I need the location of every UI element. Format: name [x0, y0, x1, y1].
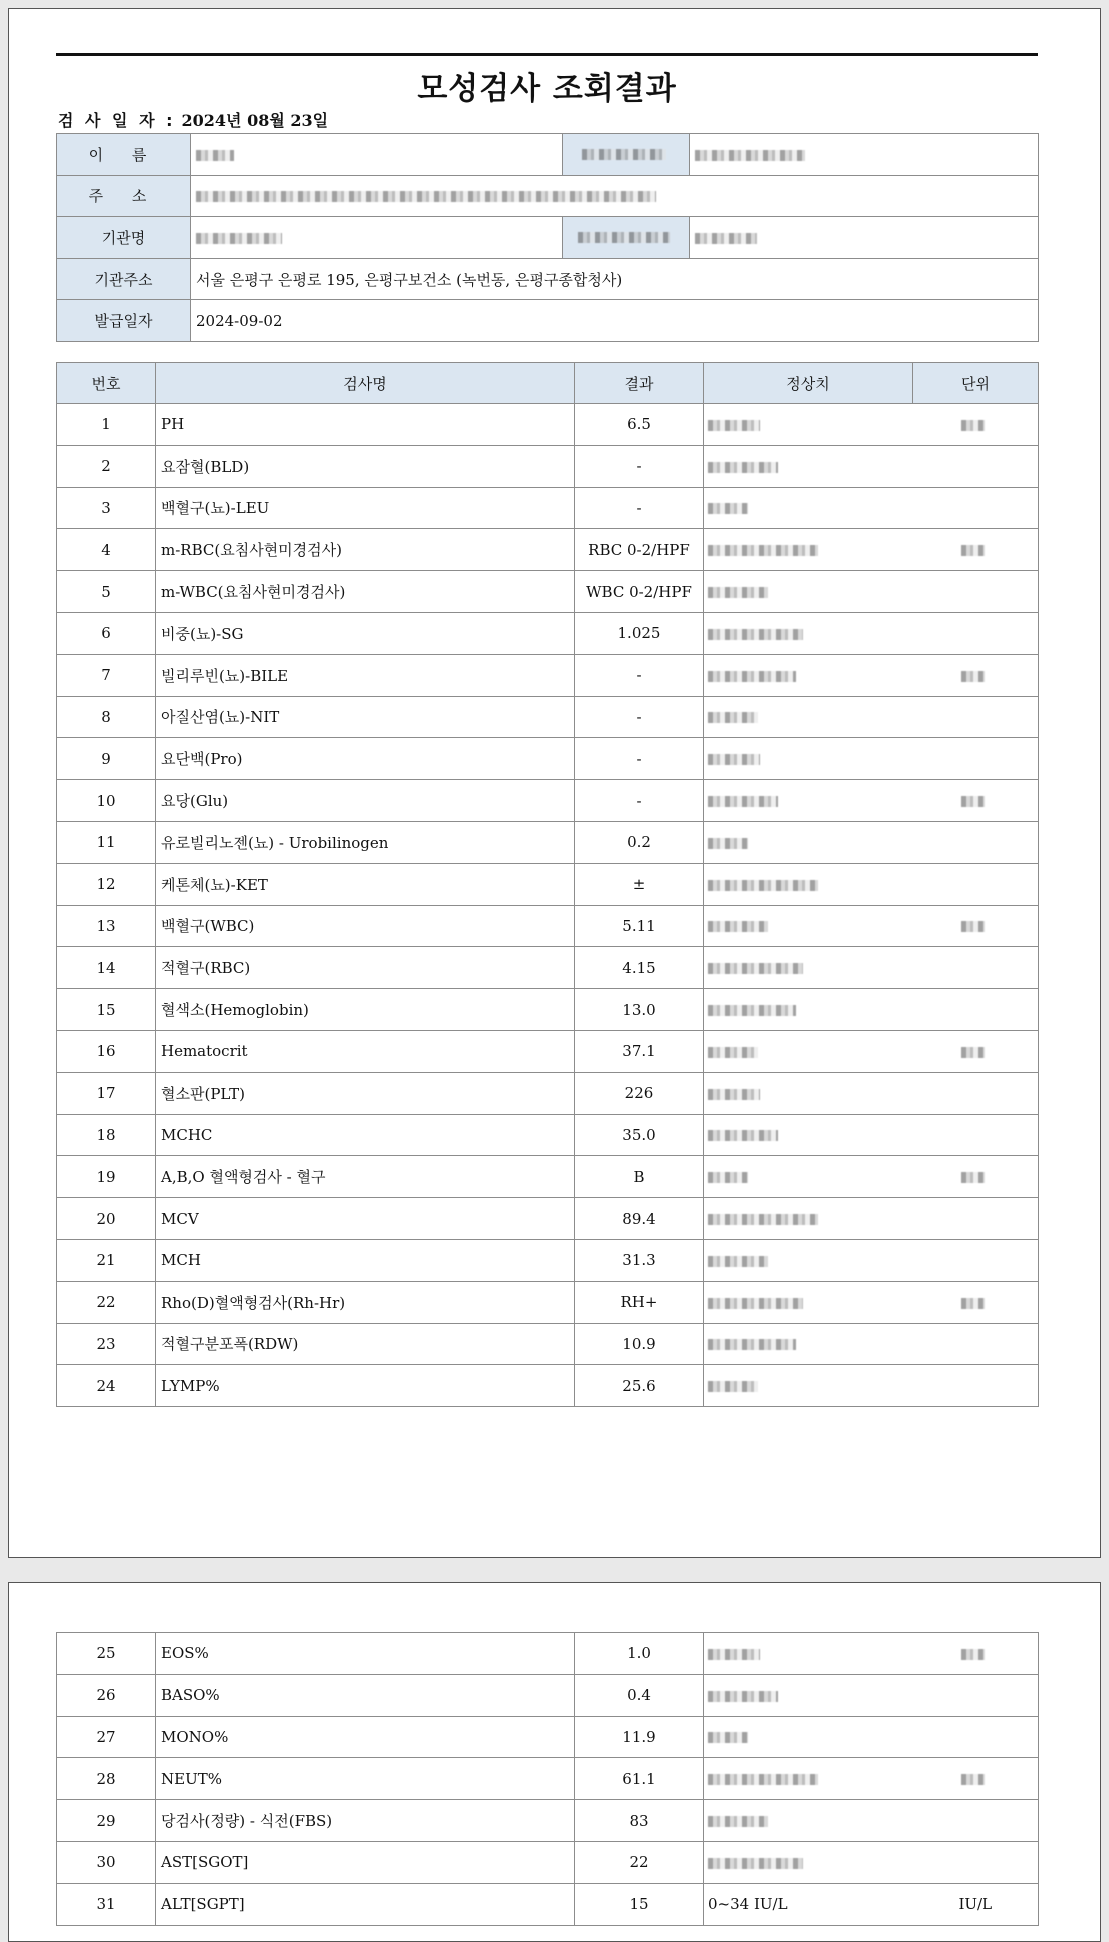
institution-value-redacted [191, 217, 563, 259]
test-result: 25.6 [575, 1365, 704, 1407]
table-row [57, 696, 1039, 738]
test-result: RBC 0-2/HPF [575, 529, 704, 571]
table-row [57, 571, 1039, 613]
reference-range [704, 529, 913, 571]
results-body-continued [57, 1633, 1039, 1926]
unit [913, 1365, 1039, 1407]
test-result: - [575, 445, 704, 487]
table-row [57, 738, 1039, 780]
test-result: 35.0 [575, 1114, 704, 1156]
table-row [57, 1072, 1039, 1114]
test-name: 아질산염(뇨)-NIT [156, 696, 575, 738]
test-name: 적혈구분포폭(RDW) [156, 1323, 575, 1365]
table-row [57, 1323, 1039, 1365]
reference-range [704, 821, 913, 863]
test-result: 11.9 [575, 1716, 704, 1758]
row-number: 31 [57, 1883, 156, 1925]
test-result: 89.4 [575, 1198, 704, 1240]
test-result: 22 [575, 1841, 704, 1883]
unit [913, 1072, 1039, 1114]
test-result: ± [575, 863, 704, 905]
table-row [57, 905, 1039, 947]
test-name: MONO% [156, 1716, 575, 1758]
header-unit: 단위 [913, 363, 1039, 404]
reference-range [704, 487, 913, 529]
table-row [57, 989, 1039, 1031]
row-number: 8 [57, 696, 156, 738]
reference-range [704, 1198, 913, 1240]
reference-range [704, 1156, 913, 1198]
reference-range [704, 1716, 913, 1758]
row-number: 30 [57, 1841, 156, 1883]
test-result: 37.1 [575, 1030, 704, 1072]
test-name: PH [156, 404, 575, 446]
test-name: 빌리루빈(뇨)-BILE [156, 654, 575, 696]
table-row [57, 1198, 1039, 1240]
reference-range [704, 445, 913, 487]
institution-address-label: 기관주소 [57, 258, 191, 300]
unit [913, 404, 1039, 446]
test-name: MCHC [156, 1114, 575, 1156]
institution-address-value: 서울 은평구 은평로 195, 은평구보건소 (녹번동, 은평구종합청사) [191, 258, 1039, 300]
test-result: 5.11 [575, 905, 704, 947]
test-name: AST[SGOT] [156, 1841, 575, 1883]
reference-range [704, 1365, 913, 1407]
table-row [57, 1114, 1039, 1156]
unit [913, 905, 1039, 947]
unit [913, 445, 1039, 487]
reference-range [704, 404, 913, 446]
test-result: 0.2 [575, 821, 704, 863]
test-result: - [575, 696, 704, 738]
header-no: 번호 [57, 363, 156, 404]
unit [913, 989, 1039, 1031]
row-number: 14 [57, 947, 156, 989]
table-row [57, 1883, 1039, 1925]
test-name: MCH [156, 1239, 575, 1281]
exam-date-value: 2024년 08월 23일 [181, 111, 329, 130]
row-number: 16 [57, 1030, 156, 1072]
table-row [57, 404, 1039, 446]
test-name: A,B,O 혈액형검사 - 혈구 [156, 1156, 575, 1198]
row-number: 22 [57, 1281, 156, 1323]
row-number: 25 [57, 1633, 156, 1675]
results-body [57, 404, 1039, 1407]
test-result: 1.025 [575, 612, 704, 654]
results-table-continued [56, 1632, 1039, 1926]
table-row [57, 1716, 1039, 1758]
test-name: MCV [156, 1198, 575, 1240]
unit [913, 1281, 1039, 1323]
row-number: 5 [57, 571, 156, 613]
reference-range [704, 696, 913, 738]
exam-date-label: 검 사 일 자 : [58, 111, 176, 130]
row-number: 26 [57, 1674, 156, 1716]
patient-info-table [56, 133, 1039, 342]
test-name: EOS% [156, 1633, 575, 1675]
redacted-value [690, 134, 1039, 176]
unit [913, 1030, 1039, 1072]
reference-range [704, 863, 913, 905]
unit [913, 696, 1039, 738]
unit [913, 571, 1039, 613]
test-name: 요단백(Pro) [156, 738, 575, 780]
row-number: 24 [57, 1365, 156, 1407]
table-row [57, 863, 1039, 905]
unit [913, 1323, 1039, 1365]
test-result: 13.0 [575, 989, 704, 1031]
redacted-label-2 [563, 217, 690, 259]
unit [913, 529, 1039, 571]
reference-range [704, 1281, 913, 1323]
table-row [57, 821, 1039, 863]
header-reference: 정상치 [704, 363, 913, 404]
reference-range [704, 571, 913, 613]
test-result: 15 [575, 1883, 704, 1925]
unit [913, 1114, 1039, 1156]
reference-range [704, 1030, 913, 1072]
test-result: 31.3 [575, 1239, 704, 1281]
test-result: 6.5 [575, 404, 704, 446]
unit [913, 1239, 1039, 1281]
address-value-redacted [191, 175, 1039, 217]
test-result: 0.4 [575, 1674, 704, 1716]
reference-range [704, 1323, 913, 1365]
unit [913, 863, 1039, 905]
unit [913, 738, 1039, 780]
table-row [57, 529, 1039, 571]
table-row [57, 780, 1039, 822]
test-name: 요당(Glu) [156, 780, 575, 822]
row-number: 4 [57, 529, 156, 571]
table-row [57, 445, 1039, 487]
test-result: 1.0 [575, 1633, 704, 1675]
unit [913, 1716, 1039, 1758]
test-name: Rho(D)혈액형검사(Rh-Hr) [156, 1281, 575, 1323]
unit [913, 947, 1039, 989]
test-result: - [575, 780, 704, 822]
table-row [57, 1841, 1039, 1883]
test-name: 적혈구(RBC) [156, 947, 575, 989]
unit [913, 487, 1039, 529]
reference-range [704, 738, 913, 780]
reference-range [704, 1674, 913, 1716]
test-name: 유로빌리노젠(뇨) - Urobilinogen [156, 821, 575, 863]
row-number: 11 [57, 821, 156, 863]
row-number: 29 [57, 1800, 156, 1842]
unit [913, 1758, 1039, 1800]
test-name: m-WBC(요침사현미경검사) [156, 571, 575, 613]
test-name: 비중(뇨)-SG [156, 612, 575, 654]
row-number: 13 [57, 905, 156, 947]
row-number: 19 [57, 1156, 156, 1198]
reference-range: 0~34 IU/L [704, 1883, 913, 1925]
test-name: 케톤체(뇨)-KET [156, 863, 575, 905]
results-table [56, 362, 1039, 1407]
row-number: 27 [57, 1716, 156, 1758]
test-result: - [575, 654, 704, 696]
document-title: 모성검사 조회결과 [417, 71, 677, 107]
reference-range [704, 1633, 913, 1675]
test-result: 4.15 [575, 947, 704, 989]
test-name: BASO% [156, 1674, 575, 1716]
test-result: RH+ [575, 1281, 704, 1323]
reference-range [704, 780, 913, 822]
reference-range [704, 612, 913, 654]
test-result: 226 [575, 1072, 704, 1114]
table-row [57, 1156, 1039, 1198]
row-number: 12 [57, 863, 156, 905]
table-row [57, 487, 1039, 529]
reference-range [704, 905, 913, 947]
row-number: 1 [57, 404, 156, 446]
row-number: 17 [57, 1072, 156, 1114]
row-number: 7 [57, 654, 156, 696]
redacted-value-2 [690, 217, 1039, 259]
unit [913, 1198, 1039, 1240]
exam-date [58, 108, 328, 131]
unit [913, 780, 1039, 822]
name-label: 이 름 [57, 134, 191, 176]
test-result: 10.9 [575, 1323, 704, 1365]
reference-range [704, 989, 913, 1031]
row-number: 23 [57, 1323, 156, 1365]
test-result: 83 [575, 1800, 704, 1842]
row-number: 2 [57, 445, 156, 487]
title-rule [56, 53, 1038, 56]
unit [913, 612, 1039, 654]
test-result: 61.1 [575, 1758, 704, 1800]
test-result: - [575, 487, 704, 529]
table-row [57, 1281, 1039, 1323]
unit [913, 821, 1039, 863]
reference-range [704, 1239, 913, 1281]
table-row [57, 1365, 1039, 1407]
issue-date-label: 발급일자 [57, 300, 191, 342]
test-result: B [575, 1156, 704, 1198]
unit [913, 1156, 1039, 1198]
table-row [57, 1239, 1039, 1281]
table-row [57, 612, 1039, 654]
reference-range [704, 947, 913, 989]
unit [913, 1633, 1039, 1675]
row-number: 10 [57, 780, 156, 822]
table-row [57, 1030, 1039, 1072]
test-name: NEUT% [156, 1758, 575, 1800]
test-name: 백혈구(뇨)-LEU [156, 487, 575, 529]
table-row [57, 1633, 1039, 1675]
row-number: 9 [57, 738, 156, 780]
institution-label: 기관명 [57, 217, 191, 259]
row-number: 20 [57, 1198, 156, 1240]
test-name: ALT[SGPT] [156, 1883, 575, 1925]
test-name: 요잠혈(BLD) [156, 445, 575, 487]
header-name: 검사명 [156, 363, 575, 404]
table-row [57, 1758, 1039, 1800]
test-name: 백혈구(WBC) [156, 905, 575, 947]
redacted-label [563, 134, 690, 176]
test-name: Hematocrit [156, 1030, 575, 1072]
table-row [57, 947, 1039, 989]
reference-range [704, 654, 913, 696]
reference-range [704, 1114, 913, 1156]
header-result: 결과 [575, 363, 704, 404]
test-result: - [575, 738, 704, 780]
row-number: 21 [57, 1239, 156, 1281]
row-number: 18 [57, 1114, 156, 1156]
test-name: 혈색소(Hemoglobin) [156, 989, 575, 1031]
reference-range [704, 1841, 913, 1883]
test-result: WBC 0-2/HPF [575, 571, 704, 613]
unit [913, 1674, 1039, 1716]
name-value-redacted [191, 134, 563, 176]
address-label: 주 소 [57, 175, 191, 217]
issue-date-value: 2024-09-02 [191, 300, 1039, 342]
unit [913, 1800, 1039, 1842]
unit: IU/L [913, 1883, 1039, 1925]
table-row [57, 1800, 1039, 1842]
table-row [57, 654, 1039, 696]
unit [913, 1841, 1039, 1883]
reference-range [704, 1072, 913, 1114]
row-number: 15 [57, 989, 156, 1031]
test-name: 당검사(정량) - 식전(FBS) [156, 1800, 575, 1842]
test-name: m-RBC(요침사현미경검사) [156, 529, 575, 571]
test-name: 혈소판(PLT) [156, 1072, 575, 1114]
reference-range [704, 1800, 913, 1842]
test-name: LYMP% [156, 1365, 575, 1407]
table-row [57, 1674, 1039, 1716]
unit [913, 654, 1039, 696]
row-number: 6 [57, 612, 156, 654]
row-number: 3 [57, 487, 156, 529]
reference-range [704, 1758, 913, 1800]
row-number: 28 [57, 1758, 156, 1800]
